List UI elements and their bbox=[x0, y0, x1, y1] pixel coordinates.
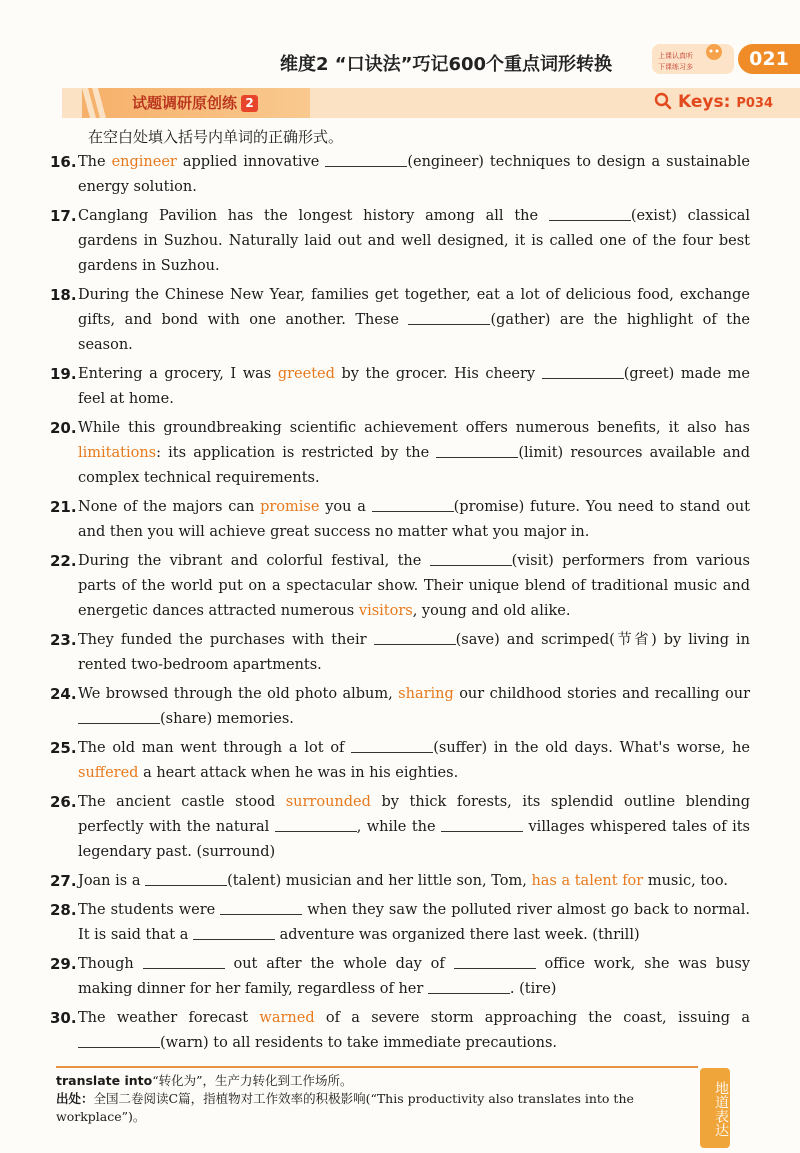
keyword-highlight: suffered bbox=[78, 765, 139, 781]
question-30: 30. The weather forecast warned of a severe storm approaching the coast, issuing a (warn) to all residents to take immediate precautions. bbox=[50, 1009, 750, 1051]
question-26: 26. The ancient castle stood surrounded by thick forests, its splendid outline blending perfectly with the natural , while the villages whispered tales of its legendary past. (surround) bbox=[50, 793, 751, 860]
keyword-highlight: engineer bbox=[111, 154, 177, 170]
answer-blank[interactable] bbox=[430, 550, 512, 566]
question-29: 29. Though out after the whole day of office work, she was busy making dinner for her family, regardless of her . (tire) bbox=[50, 955, 751, 997]
answer-blank[interactable] bbox=[143, 953, 225, 969]
answer-blank[interactable] bbox=[408, 309, 490, 325]
header-title: 维度2 “口诀法”巧记600个重点词形转换 bbox=[280, 54, 613, 75]
answer-blank[interactable] bbox=[542, 363, 624, 379]
keyword-highlight: limitations bbox=[78, 445, 157, 461]
magnifier-icon bbox=[654, 92, 672, 110]
footer-divider bbox=[56, 1066, 698, 1068]
question-18: 18. During the Chinese New Year, families get together, eat a lot of delicious food, exchange gifts, and bond with one another. These (gather) are the highlight of the season. bbox=[50, 286, 750, 353]
instruction-text: 在空白处填入括号内单词的正确形式。 bbox=[88, 128, 344, 146]
answer-blank[interactable] bbox=[372, 496, 454, 512]
page-number: 021 bbox=[738, 44, 800, 74]
answer-blank[interactable] bbox=[145, 870, 227, 886]
keys-label: Keys bbox=[678, 92, 724, 112]
answer-blank[interactable] bbox=[351, 737, 433, 753]
keyword-highlight: sharing bbox=[398, 686, 454, 702]
answer-blank[interactable] bbox=[374, 629, 456, 645]
question-24: 24. We browsed through the old photo album, sharing our childhood stories and recalling our (share) memories. bbox=[50, 685, 751, 727]
question-28: 28. The students were when they saw the polluted river almost go back to normal. It is said that a adventure was organized there last week. (thrill) bbox=[50, 901, 751, 943]
answer-blank[interactable] bbox=[78, 1032, 160, 1048]
answer-blank[interactable] bbox=[193, 924, 275, 940]
question-list bbox=[50, 150, 750, 1060]
page-header bbox=[0, 0, 800, 80]
keys-reference: Keys: P034 bbox=[654, 92, 773, 112]
answer-blank[interactable] bbox=[454, 953, 536, 969]
question-22: 22. During the vibrant and colorful festival, the (visit) performers from various parts of the world put on a spectacular show. Their unique blend of traditional music and energetic dances attracted numerous visitors, young and old alike. bbox=[50, 552, 750, 619]
answer-blank[interactable] bbox=[549, 205, 631, 221]
answer-blank[interactable] bbox=[220, 899, 302, 915]
logo-line-1: 上课认真听 bbox=[658, 52, 693, 60]
question-19: 19. Entering a grocery, I was greeted by the grocer. His cheery (greet) made me feel at home. bbox=[50, 365, 751, 407]
section-band bbox=[62, 88, 800, 118]
question-27: 27. Joan is a (talent) musician and her little son, Tom, has a talent for music, too. bbox=[50, 872, 728, 890]
answer-blank[interactable] bbox=[441, 816, 523, 832]
question-20: 20. While this groundbreaking scientific achievement offers numerous benefits, it also has limitations: its application is restricted by the (limit) resources available and complex technical requirements. bbox=[50, 419, 750, 486]
section-label-box bbox=[82, 88, 310, 118]
question-25: 25. The old man went through a lot of (suffer) in the old days. What's worse, he suffered a heart attack when he was in his eighties. bbox=[50, 739, 750, 781]
keys-page: P034 bbox=[736, 96, 773, 111]
footer-note bbox=[56, 1072, 696, 1126]
answer-blank[interactable] bbox=[428, 978, 510, 994]
keyword-highlight: visitors bbox=[358, 603, 413, 619]
cartoon-logo bbox=[652, 42, 734, 76]
section-label: 试题调研原创练 bbox=[132, 94, 238, 112]
answer-blank[interactable] bbox=[436, 442, 518, 458]
keyword-highlight: warned bbox=[259, 1010, 315, 1026]
logo-line-2: 下课练习多 bbox=[658, 63, 693, 71]
answer-blank[interactable] bbox=[325, 151, 407, 167]
section-number-badge: 2 bbox=[241, 95, 258, 112]
question-17: 17. Canglang Pavilion has the longest history among all the (exist) classical gardens in Suzhou. Naturally laid out and well designed, it is called one of the four best gardens in Suzhou. bbox=[50, 207, 750, 274]
side-tab-label: 地道表达 bbox=[700, 1068, 730, 1148]
footer-line-2: 出处：全国二卷阅读C篇，指植物对工作效率的积极影响(“This productivity also translates into the workplace”)。 bbox=[56, 1091, 634, 1124]
keyword-highlight: has a talent for bbox=[531, 873, 644, 889]
footer-line-1: translate into“转化为”，生产力转化到工作场所。 bbox=[56, 1073, 353, 1088]
keyword-highlight: surrounded bbox=[285, 794, 371, 810]
keyword-highlight: greeted bbox=[277, 366, 335, 382]
answer-blank[interactable] bbox=[275, 816, 357, 832]
question-23: 23. They funded the purchases with their (save) and scrimped(节省) by living in rented two-bedroom apartments. bbox=[50, 631, 751, 673]
question-16: 16. The engineer applied innovative (engineer) techniques to design a sustainable energy solution. bbox=[50, 153, 750, 195]
answer-blank[interactable] bbox=[78, 708, 160, 724]
keyword-highlight: promise bbox=[260, 499, 320, 515]
question-21: 21. None of the majors can promise you a (promise) future. You need to stand out and then you will achieve great success no matter what you major in. bbox=[50, 498, 750, 540]
stripes-decoration bbox=[78, 88, 110, 118]
